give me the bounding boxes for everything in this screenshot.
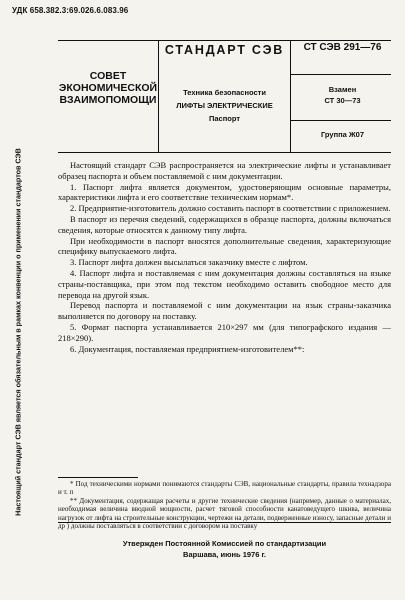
paragraph: 3. Паспорт лифта должен высылаться заказчику вместе с лифтом. xyxy=(70,257,308,268)
udc-code: УДК 658.382.3:69.026.6.083.96 xyxy=(12,6,129,15)
subject-line: Техника безопасности xyxy=(183,88,266,97)
side-note-text: Настоящий стандарт СЭВ является обязательным в рамках конвенции о применении стандартов СЭВ xyxy=(13,148,23,516)
paragraph: В паспорт из перечня сведений, содержащихся в образце паспорта, должны включаться сведения, которые относятся к данному типу лифта. xyxy=(58,213,391,235)
footnote-rule xyxy=(58,477,138,478)
header-bottom-rule xyxy=(58,152,391,153)
approval-line: Утвержден Постоянной Комиссией по стандартизации xyxy=(122,539,327,548)
standard-title: СТАНДАРТ СЭВ xyxy=(164,43,285,57)
side-note xyxy=(12,92,24,572)
replaces-note xyxy=(294,84,391,106)
council-line: СОВЕТ xyxy=(89,70,127,82)
paragraph: 6. Документация, поставляемая предприятием-изготовителем**: xyxy=(70,343,305,354)
code-box-rule xyxy=(290,74,391,75)
header-top-rule xyxy=(58,40,391,41)
paragraph: 4. Паспорт лифта и поставляемая с ним документация должны составляться на языке страны-поставщика, при этом под текстом необходимо оставить свободное место для перевода на другой язык. xyxy=(58,267,391,300)
paragraph: 1. Паспорт лифта является документом, удостоверяющим основные параметры, характеристики лифта и его соответствие техническим нормам*. xyxy=(58,181,391,203)
approval-note xyxy=(58,538,391,560)
replaces-line: СТ 30—73 xyxy=(324,96,361,105)
footnote: ** Документация, содержащая расчеты и другие технические сведения (например, данные о материалах, необходимая величина вводной мощности, расчет тяговой способности канатоведущего шкива, величина нагрузок от лифта на строительные конструкции, чертежи на детали, подверженные износу, запасные детали и др ) должны поставляться в соответствии с договором на поставку xyxy=(58,496,391,531)
bottom-rule xyxy=(58,522,391,523)
standard-subject xyxy=(161,86,288,125)
approval-line: Варшава, июнь 1976 г. xyxy=(183,550,266,559)
standard-body xyxy=(58,160,391,354)
standard-code: СТ СЭВ 291—76 xyxy=(303,42,382,53)
subject-line: Паспорт xyxy=(209,114,240,123)
header-divider-right xyxy=(290,40,291,152)
council-name xyxy=(58,70,158,106)
replaces-line: Взамен xyxy=(328,85,357,94)
paragraph: 2. Предприятие-изготовитель должно составить паспорт в соответствии с приложением. xyxy=(70,203,391,214)
subject-line: ЛИФТЫ ЭЛЕКТРИЧЕСКИЕ xyxy=(176,101,273,110)
paragraph: При необходимости в паспорт вносятся дополнительные сведения, характеризующие специфику выпускаемого лифта. xyxy=(58,235,391,257)
paragraph: Перевод паспорта и поставляемой с ним документации на язык страны-заказчика выполняется по договору на поставку. xyxy=(58,300,391,322)
group-code: Группа Ж07 xyxy=(320,130,365,139)
paragraph: Настоящий стандарт СЭВ распространяется на электрические лифты и устанавливает образец паспорта и объем поставляемой с ним документации. xyxy=(58,160,391,181)
council-line: ВЗАИМОПОМОЩИ xyxy=(59,94,157,106)
footnote: * Под техническими нормами понимаются стандарты СЭВ, национальные стандарты, правила технадзора и т. п xyxy=(58,480,391,497)
paragraph: 5. Формат паспорта устанавливается 210×297 мм (для типографского издания — 218×290). xyxy=(58,321,391,343)
group-box-rule xyxy=(290,120,391,121)
header-divider-left xyxy=(158,40,159,152)
council-line: ЭКОНОМИЧЕСКОЙ xyxy=(58,82,158,94)
